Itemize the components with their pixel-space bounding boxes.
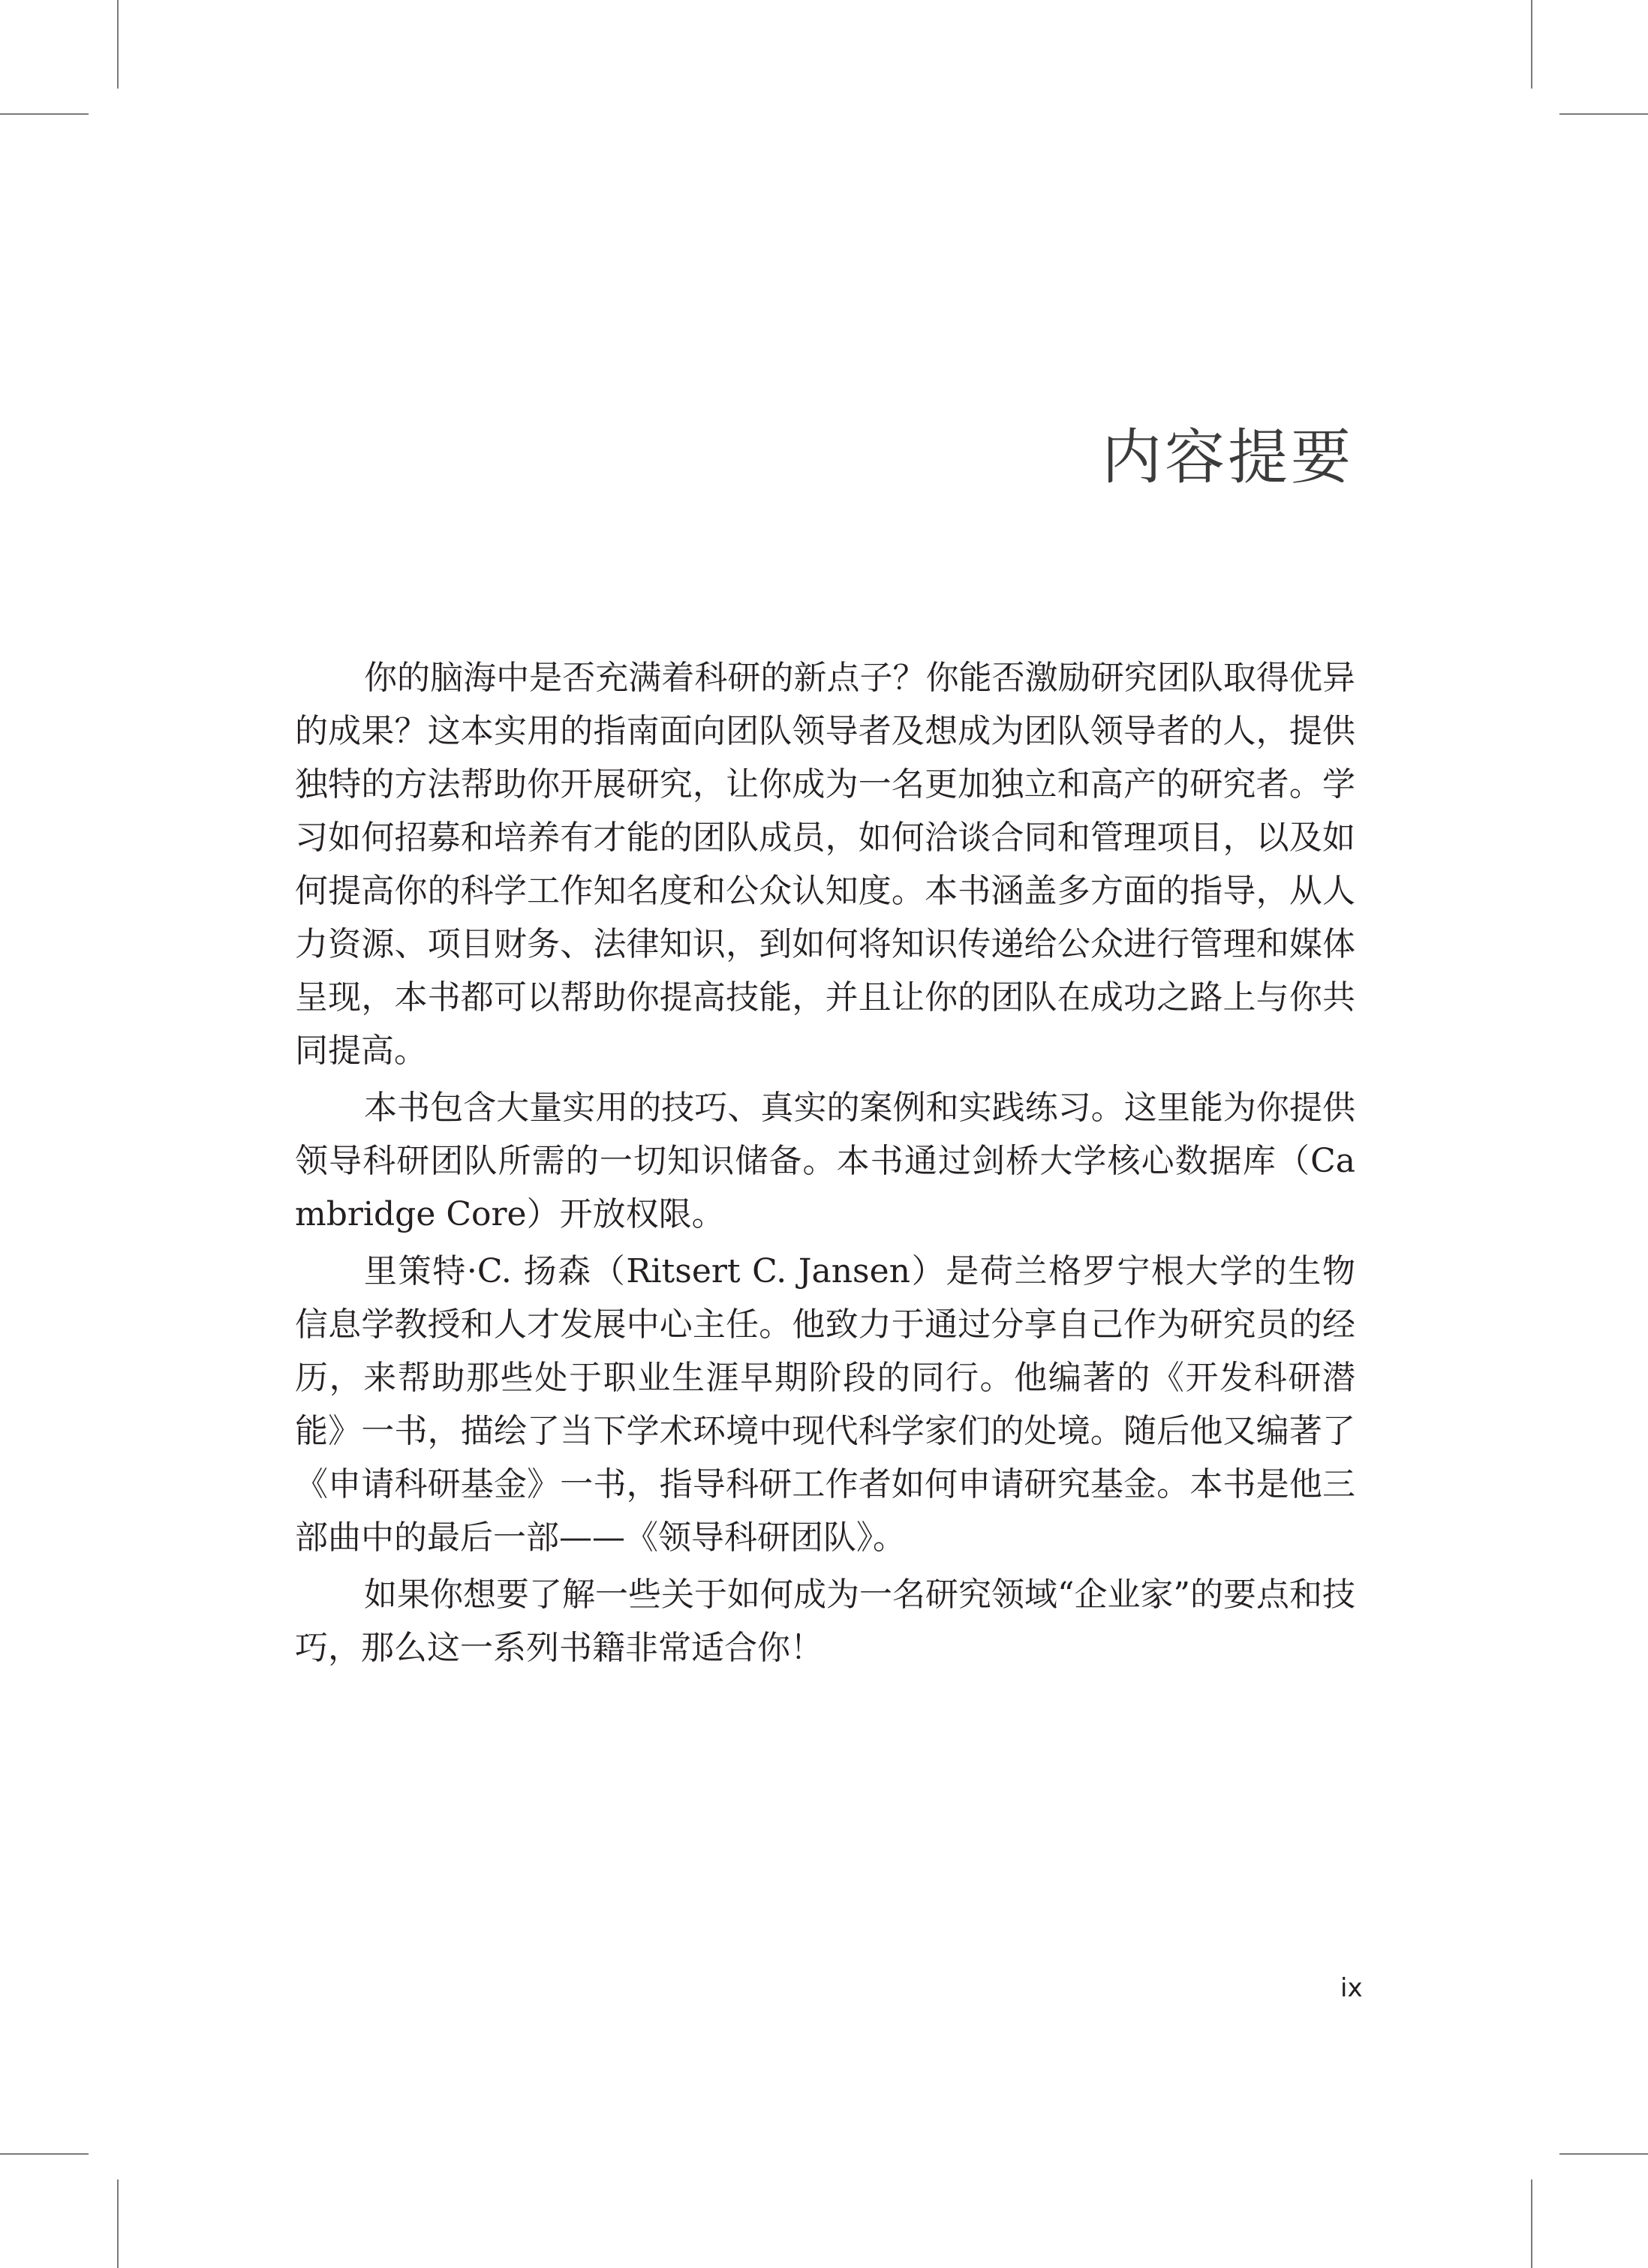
crop-mark-bottom-right-horizontal [1559,2153,1648,2155]
crop-mark-bottom-left-horizontal [0,2153,89,2155]
paragraph-author: 里策特·C. 扬森（Ritsert C. Jansen）是荷兰格罗宁根大学的生物信息学教授和人才发展中心主任。他致力于通过分享自己作为研究员的经历，来帮助那些处于职业生涯早期阶段的同行。他编著的《开发科研潜能》一书，描绘了当下学术环境中现代科学家们的处境。随后他又编著了《申请科研基金》一书，指导科研工作者如何申请研究基金。本书是他三部曲中的最后一部——《领导科研团队》。 [295,1252,1355,1557]
crop-mark-top-right-vertical [1531,0,1532,89]
paragraph-closing: 如果你想要了解一些关于如何成为一名研究领域“企业家”的要点和技巧，那么这一系列书籍非常适合你！ [295,1576,1355,1667]
page-title: 内容提要 [1102,422,1354,492]
crop-mark-top-left-vertical [117,0,119,89]
body-text [295,651,1355,1675]
paragraph-contents: 本书包含大量实用的技巧、真实的案例和实践练习。这里能为你提供领导科研团队所需的一切知识储备。本书通过剑桥大学核心数据库（Cambridge Core）开放权限。 [295,1089,1355,1233]
paragraph-summary: 你的脑海中是否充满着科研的新点子？你能否激励研究团队取得优异的成果？这本实用的指南面向团队领导者及想成为团队领导者的人，提供独特的方法帮助你开展研究，让你成为一名更加独立和高产的研究者。学习如何招募和培养有才能的团队成员，如何洽谈合同和管理项目，以及如何提高你的科学工作知名度和公众认知度。本书涵盖多方面的指导，从人力资源、项目财务、法律知识，到如何将知识传递给公众进行管理和媒体呈现，本书都可以帮助你提高技能，并且让你的团队在成功之路上与你共同提高。 [295,659,1355,1070]
page-number: ix [1340,1973,1363,2003]
crop-mark-bottom-right-vertical [1531,2179,1532,2268]
crop-mark-bottom-left-vertical [117,2179,119,2268]
crop-mark-top-right-horizontal [1559,113,1648,115]
crop-mark-top-left-horizontal [0,113,89,115]
